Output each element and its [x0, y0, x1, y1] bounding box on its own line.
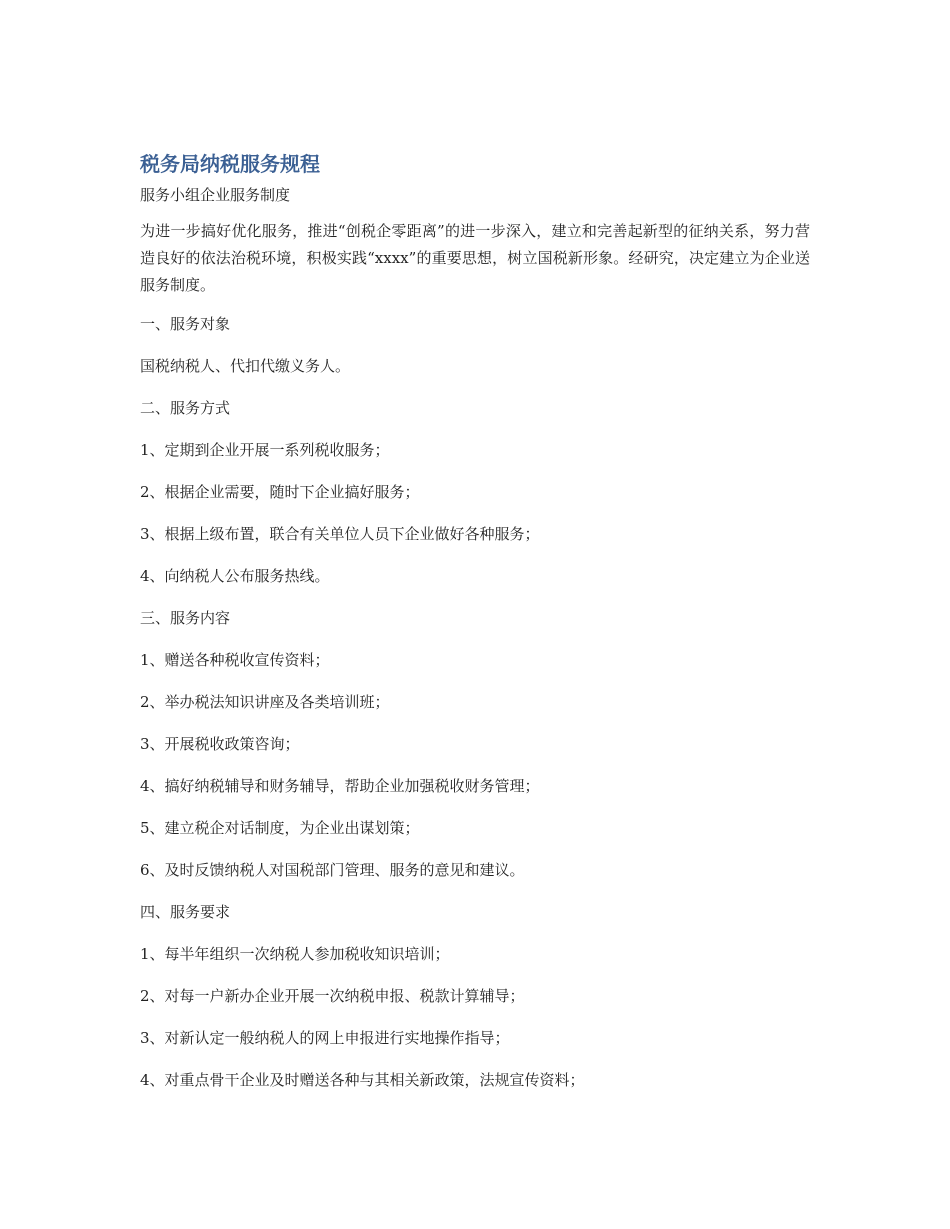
list-item: 6、及时反馈纳税人对国税部门管理、服务的意见和建议。	[140, 861, 525, 879]
document-page	[140, 148, 810, 1109]
section-heading-service-target: 一、服务对象	[140, 315, 231, 333]
section-heading-service-method: 二、服务方式	[140, 399, 231, 417]
section-heading-service-requirements: 四、服务要求	[140, 903, 231, 921]
list-item: 4、搞好纳税辅导和财务辅导，帮助企业加强税收财务管理；	[140, 777, 540, 795]
document-subtitle: 服务小组企业服务制度	[140, 186, 291, 204]
list-item: 2、根据企业需要，随时下企业搞好服务；	[140, 483, 420, 501]
document-title: 税务局纳税服务规程	[140, 152, 320, 176]
list-item: 3、开展税收政策咨询；	[140, 735, 300, 753]
section-heading-service-content: 三、服务内容	[140, 609, 231, 627]
paragraph: 国税纳税人、代扣代缴义务人。	[140, 357, 351, 375]
list-item: 2、对每一户新办企业开展一次纳税申报、税款计算辅导；	[140, 987, 525, 1005]
intro-paragraph: 为进一步搞好优化服务，推进“创税企零距离”的进一步深入，建立和完善起新型的征纳关系，努力营造良好的依法治税环境，积极实践“xxxx”的重要思想，树立国税新形象。经研究，决定建立为企业送服务制度。	[140, 222, 810, 294]
list-item: 5、建立税企对话制度，为企业出谋划策；	[140, 819, 420, 837]
list-item: 4、对重点骨干企业及时赠送各种与其相关新政策，法规宣传资料；	[140, 1071, 585, 1089]
list-item: 1、每半年组织一次纳税人参加税收知识培训；	[140, 945, 450, 963]
list-item: 1、赠送各种税收宣传资料；	[140, 651, 330, 669]
list-item: 2、举办税法知识讲座及各类培训班；	[140, 693, 390, 711]
list-item: 1、定期到企业开展一系列税收服务；	[140, 441, 390, 459]
list-item: 3、对新认定一般纳税人的网上申报进行实地操作指导；	[140, 1029, 510, 1047]
list-item: 3、根据上级布置，联合有关单位人员下企业做好各种服务；	[140, 525, 540, 543]
list-item: 4、向纳税人公布服务热线。	[140, 567, 330, 585]
